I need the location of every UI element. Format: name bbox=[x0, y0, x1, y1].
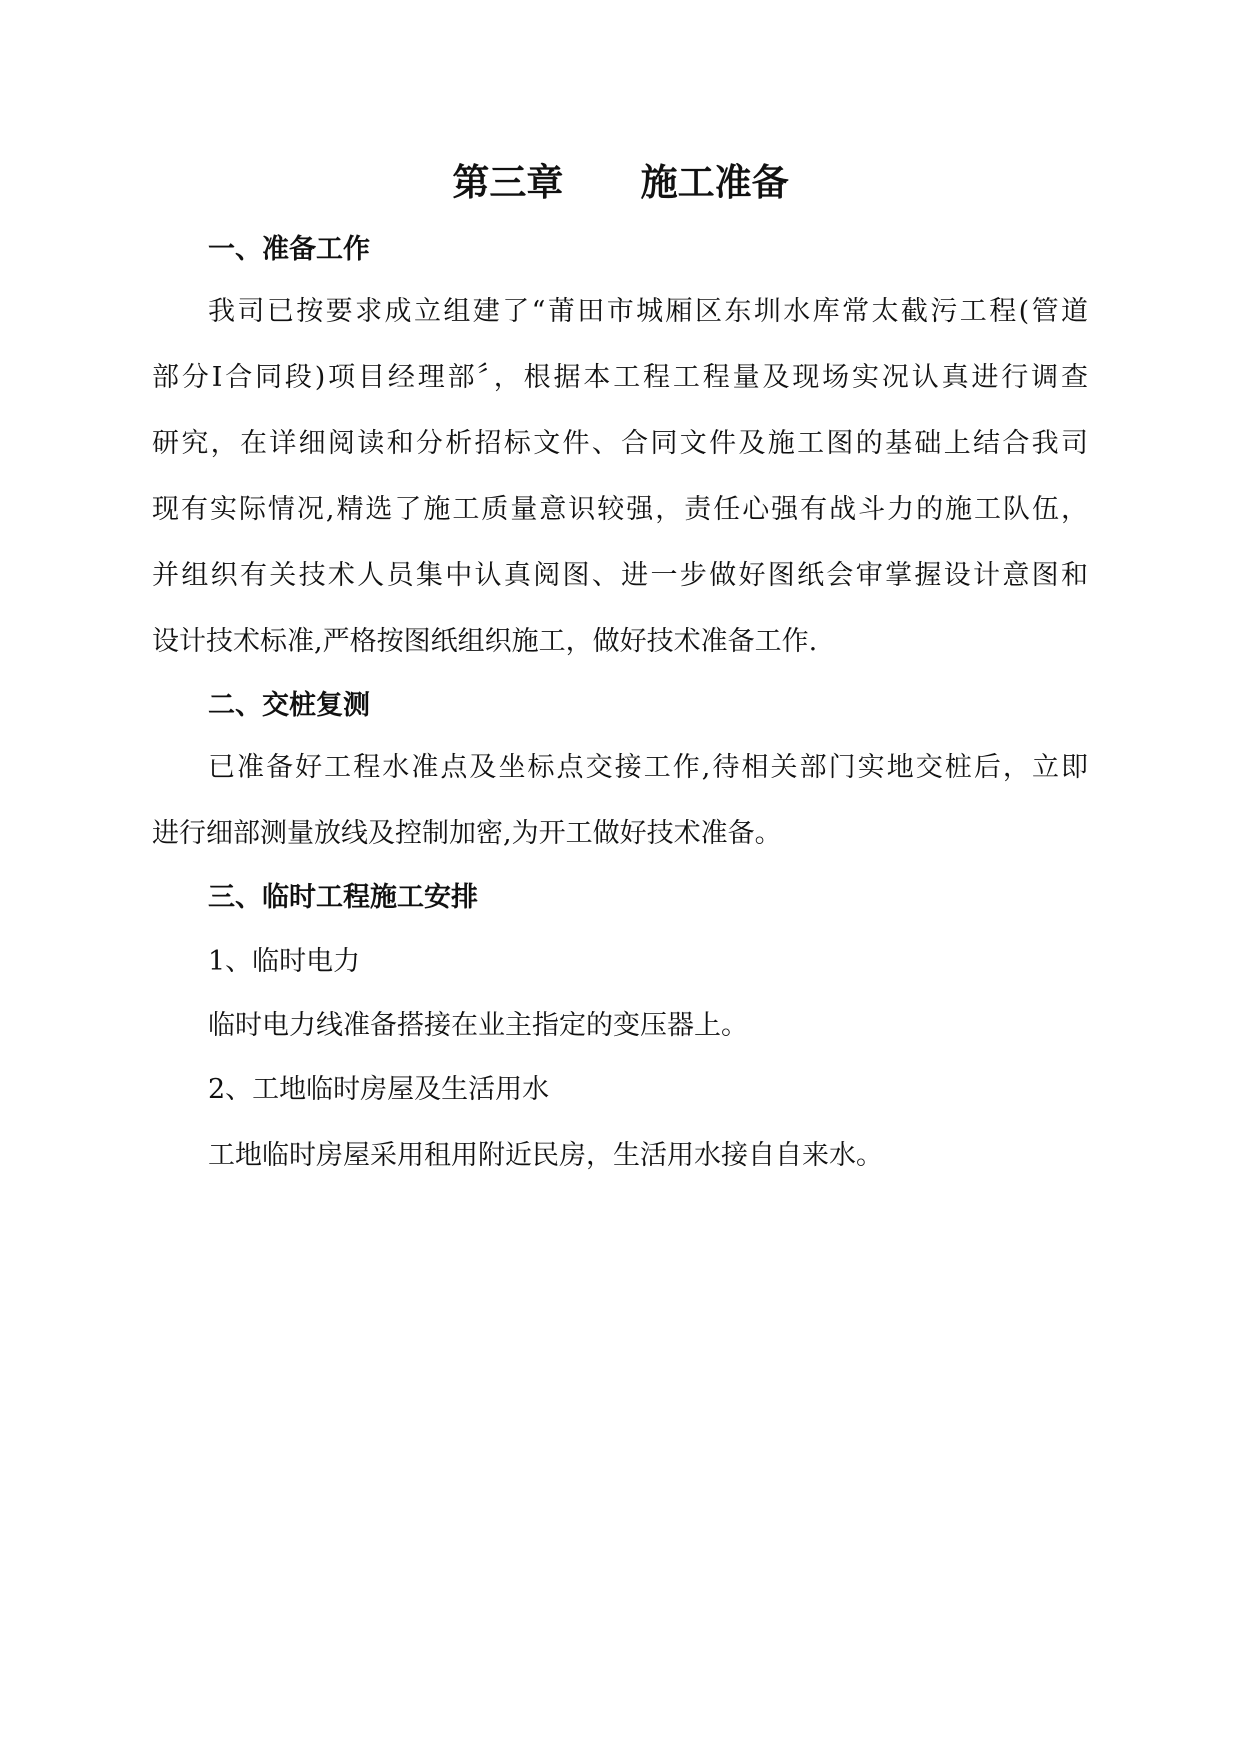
paragraph-line: 并组织有关技术人员集中认真阅图、进一步做好图纸会审掌握设计意图和 bbox=[152, 560, 1088, 591]
section-heading-preparation: 一、准备工作 bbox=[208, 234, 370, 265]
paragraph-line: 现有实际情况,精选了施工质量意识较强，责任心强有战斗力的施工队伍， bbox=[152, 494, 1088, 525]
section-heading-temporary-works: 三、临时工程施工安排 bbox=[208, 882, 478, 913]
subheading-temporary-power: 1、临时电力 bbox=[208, 946, 361, 977]
paragraph-line: 已准备好工程水准点及坐标点交接工作,待相关部门实地交桩后，立即 bbox=[208, 752, 1088, 783]
paragraph-line: 研究，在详细阅读和分析招标文件、合同文件及施工图的基础上结合我司 bbox=[152, 428, 1088, 459]
paragraph-line: 我司已按要求成立组建了“莆田市城厢区东圳水库常太截污工程(管道 bbox=[208, 296, 1088, 327]
chapter-title: 第三章 施工准备 bbox=[452, 161, 789, 204]
paragraph-line: 部分Ⅰ合同段)项目经理部〞，根据本工程工程量及现场实况认真进行调查 bbox=[152, 362, 1088, 393]
subheading-temporary-housing: 2、工地临时房屋及生活用水 bbox=[208, 1074, 550, 1105]
paragraph-line: 进行细部测量放线及控制加密,为开工做好技术准备。 bbox=[152, 818, 782, 849]
section-heading-stake-survey: 二、交桩复测 bbox=[208, 690, 370, 721]
paragraph-line: 工地临时房屋采用租用附近民房，生活用水接自自来水。 bbox=[208, 1140, 883, 1171]
paragraph-line: 设计技术标准,严格按图纸组织施工，做好技术准备工作. bbox=[152, 626, 818, 657]
paragraph-line: 临时电力线准备搭接在业主指定的变压器上。 bbox=[208, 1010, 748, 1041]
